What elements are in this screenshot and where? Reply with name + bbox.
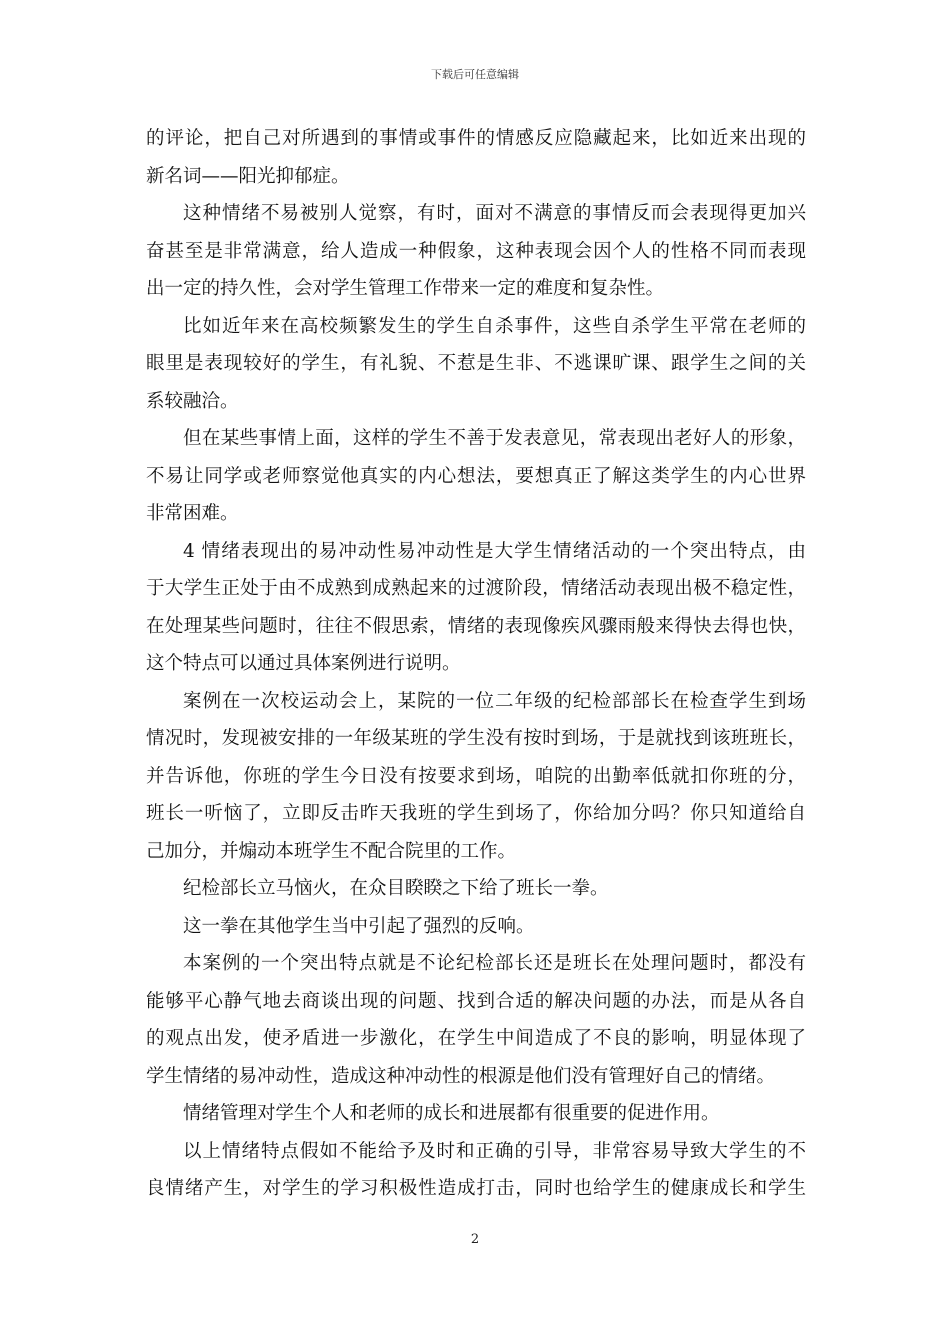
page-header: 下载后可任意编辑 bbox=[431, 68, 519, 81]
text-line: 4 情绪表现出的易冲动性易冲动性是大学生情绪活动的一个突出特点，由 bbox=[183, 540, 806, 562]
text-line: 案例在一次校运动会上，某院的一位二年级的纪检部部长在检查学生到场 bbox=[183, 690, 806, 712]
text-line: 良情绪产生，对学生的学习积极性造成打击，同时也给学生的健康成长和学生 bbox=[146, 1178, 806, 1199]
text-line: 这一拳在其他学生当中引起了强烈的反响。 bbox=[183, 915, 535, 937]
text-line: 于大学生正处于由不成熟到成熟起来的过渡阶段，情绪活动表现出极不稳定性， bbox=[146, 578, 806, 599]
text-line: 系较融洽。 bbox=[146, 390, 239, 412]
text-line: 并告诉他，你班的学生今日没有按要求到场，咱院的出勤率低就扣你班的分， bbox=[146, 765, 806, 787]
text-line: 但在某些事情上面，这样的学生不善于发表意见，常表现出老好人的形象， bbox=[183, 428, 806, 449]
text-line: 眼里是表现较好的学生，有礼貌、不惹是生非、不逃课旷课、跟学生之间的关 bbox=[146, 353, 806, 374]
text-line: 情况时，发现被安排的一年级某班的学生没有按时到场，于是就找到该班班长， bbox=[146, 728, 806, 749]
text-line: 学生情绪的易冲动性，造成这种冲动性的根源是他们没有管理好自己的情绪。 bbox=[146, 1065, 776, 1087]
text-line: 这个特点可以通过具体案例进行说明。 bbox=[146, 653, 461, 674]
text-line: 班长一听恼了，立即反击昨天我班的学生到场了，你给加分吗？你只知道给自 bbox=[146, 803, 806, 824]
page-number: 2 bbox=[470, 1232, 480, 1247]
text-line: 这种情绪不易被别人觉察，有时，面对不满意的事情反而会表现得更加兴 bbox=[183, 203, 806, 224]
text-line: 的评论，把自己对所遇到的事情或事件的情感反应隐藏起来，比如近来出现的 bbox=[146, 128, 806, 149]
text-line: 的观点出发，使矛盾进一步激化，在学生中间造成了不良的影响，明显体现了 bbox=[146, 1028, 806, 1049]
text-line: 比如近年来在高校频繁发生的学生自杀事件，这些自杀学生平常在老师的 bbox=[183, 315, 806, 337]
text-line: 本案例的一个突出特点就是不论纪检部长还是班长在处理问题时，都没有 bbox=[183, 953, 806, 974]
text-line: 情绪管理对学生个人和老师的成长和进展都有很重要的促进作用。 bbox=[183, 1103, 720, 1124]
text-line: 新名词——阳光抑郁症。 bbox=[146, 165, 350, 187]
text-line: 出一定的持久性，会对学生管理工作带来一定的难度和复杂性。 bbox=[146, 278, 665, 299]
text-line: 纪检部长立马恼火，在众目睽睽之下给了班长一拳。 bbox=[183, 878, 609, 899]
text-line: 奋甚至是非常满意，给人造成一种假象，这种表现会因个人的性格不同而表现 bbox=[146, 240, 806, 262]
text-line: 不易让同学或老师察觉他真实的内心想法，要想真正了解这类学生的内心世界 bbox=[146, 465, 806, 487]
text-line: 在处理某些问题时，往往不假思索，情绪的表现像疾风骤雨般来得快去得也快， bbox=[146, 615, 806, 637]
text-line: 己加分，并煽动本班学生不配合院里的工作。 bbox=[146, 840, 517, 862]
body-text bbox=[146, 120, 806, 1208]
text-line: 以上情绪特点假如不能给予及时和正确的引导，非常容易导致大学生的不 bbox=[183, 1140, 806, 1162]
text-line: 能够平心静气地去商谈出现的问题、找到合适的解决问题的办法，而是从各自 bbox=[146, 990, 806, 1012]
text-line: 非常困难。 bbox=[146, 503, 239, 524]
